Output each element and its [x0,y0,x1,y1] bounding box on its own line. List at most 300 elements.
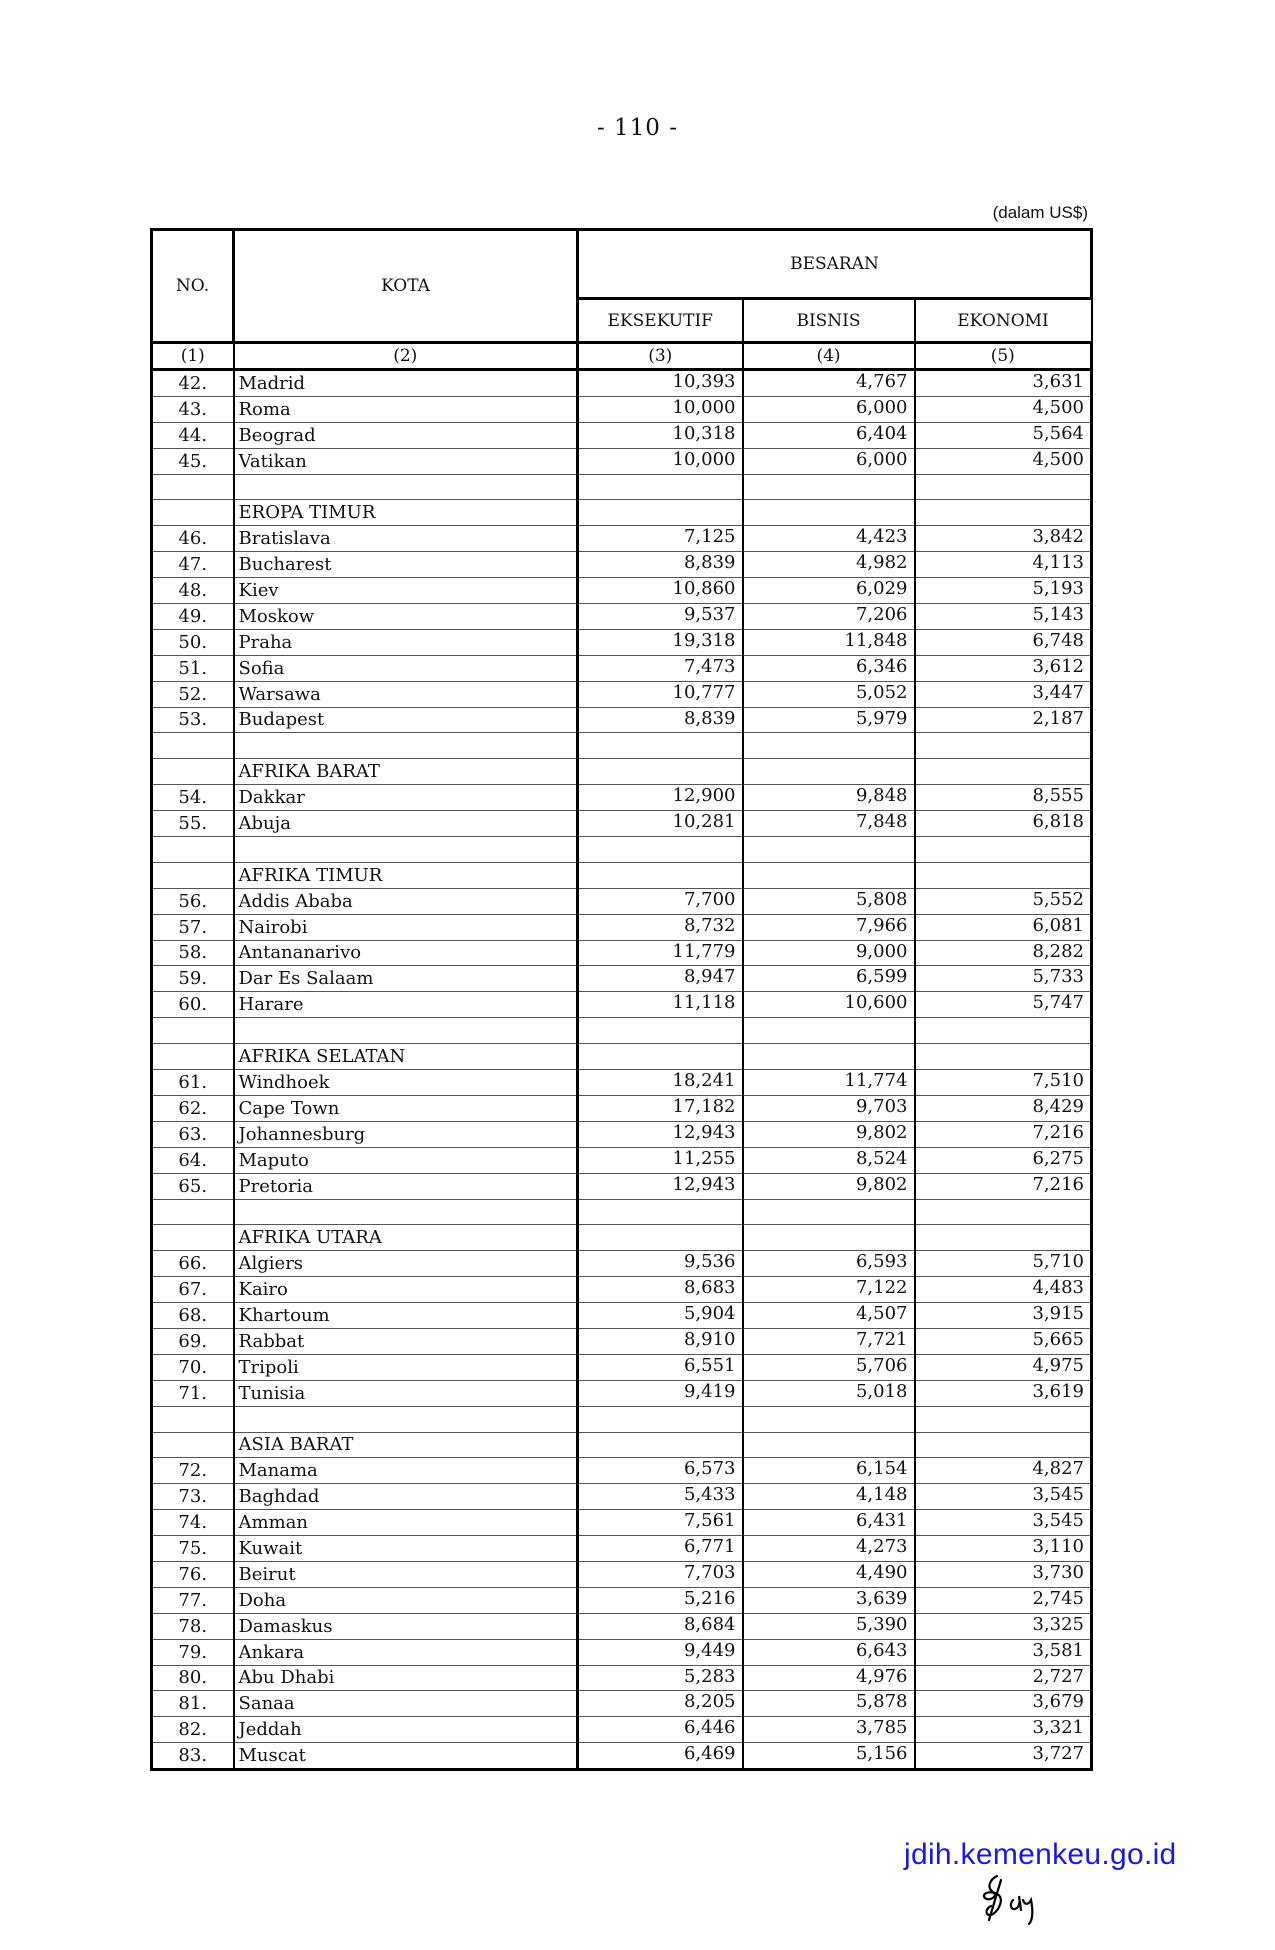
eksekutif-value: 17,182 [578,1095,743,1121]
city-name: Abu Dhabi [234,1665,578,1691]
city-name: Muscat [234,1743,578,1770]
ekonomi-value [915,1432,1092,1458]
row-number: 63. [152,1121,234,1147]
table-row [152,1561,1092,1587]
table-row [152,448,1092,474]
blank-row [152,733,1092,759]
row-number: 60. [152,992,234,1018]
column-number-1: (1) [152,343,234,370]
eksekutif-value [578,837,743,863]
ekonomi-value [915,1044,1092,1070]
eksekutif-value: 8,684 [578,1613,743,1639]
eksekutif-value: 9,419 [578,1380,743,1406]
table-row [152,1095,1092,1121]
ekonomi-value [915,1406,1092,1432]
row-number: 65. [152,1173,234,1199]
table-row [152,992,1092,1018]
ekonomi-value: 6,748 [915,629,1092,655]
city-name: Ankara [234,1639,578,1665]
city-name: Tunisia [234,1380,578,1406]
table-row [152,422,1092,448]
ekonomi-value: 3,631 [915,370,1092,397]
row-number: 59. [152,966,234,992]
eksekutif-value: 10,000 [578,396,743,422]
region-header-row [152,1044,1092,1070]
region-name: AFRIKA BARAT [234,759,578,785]
eksekutif-value: 12,943 [578,1121,743,1147]
bisnis-value: 4,423 [743,526,915,552]
ekonomi-value: 4,113 [915,552,1092,578]
table-row [152,1743,1092,1770]
eksekutif-value: 12,943 [578,1173,743,1199]
row-number [152,1199,234,1225]
eksekutif-value: 5,433 [578,1484,743,1510]
ekonomi-value: 7,510 [915,1070,1092,1096]
ekonomi-value: 3,545 [915,1510,1092,1536]
header-kota: KOTA [234,230,578,343]
row-number [152,1018,234,1044]
bisnis-value: 6,643 [743,1639,915,1665]
ekonomi-value: 3,545 [915,1484,1092,1510]
bisnis-value: 5,390 [743,1613,915,1639]
bisnis-value: 6,000 [743,448,915,474]
table-row [152,1328,1092,1354]
blank-row [152,1018,1092,1044]
city-name: Roma [234,396,578,422]
bisnis-value: 5,808 [743,888,915,914]
eksekutif-value: 6,771 [578,1536,743,1562]
row-number: 74. [152,1510,234,1536]
ekonomi-value: 5,143 [915,604,1092,630]
eksekutif-value: 7,561 [578,1510,743,1536]
row-number: 47. [152,552,234,578]
city-name: Harare [234,992,578,1018]
bisnis-value: 6,404 [743,422,915,448]
column-number-2: (2) [234,343,578,370]
city-name: Amman [234,1510,578,1536]
eksekutif-value: 9,536 [578,1251,743,1277]
ekonomi-value: 5,193 [915,578,1092,604]
row-number: 64. [152,1147,234,1173]
row-number: 51. [152,655,234,681]
city-name: Damaskus [234,1613,578,1639]
row-number [152,474,234,500]
row-number: 68. [152,1303,234,1329]
bisnis-value: 9,802 [743,1173,915,1199]
eksekutif-value: 19,318 [578,629,743,655]
row-number [152,1044,234,1070]
row-number: 44. [152,422,234,448]
bisnis-value [743,1044,915,1070]
bisnis-value: 4,148 [743,1484,915,1510]
city-name: Dakkar [234,785,578,811]
ekonomi-value: 3,842 [915,526,1092,552]
eksekutif-value: 10,318 [578,422,743,448]
eksekutif-value: 5,216 [578,1587,743,1613]
ekonomi-value [915,1199,1092,1225]
city-name: Jeddah [234,1717,578,1743]
city-name: Tripoli [234,1354,578,1380]
bisnis-value: 5,156 [743,1743,915,1770]
row-number [152,1225,234,1251]
region-header-row [152,500,1092,526]
bisnis-value: 7,848 [743,811,915,837]
bisnis-value: 6,431 [743,1510,915,1536]
ekonomi-value: 7,216 [915,1121,1092,1147]
ekonomi-value: 3,612 [915,655,1092,681]
table-row [152,1691,1092,1717]
city-name: Addis Ababa [234,888,578,914]
column-number-4: (4) [743,343,915,370]
ekonomi-value: 5,552 [915,888,1092,914]
eksekutif-value: 5,904 [578,1303,743,1329]
bisnis-value: 9,802 [743,1121,915,1147]
eksekutif-value: 10,860 [578,578,743,604]
table-row [152,888,1092,914]
table-row [152,681,1092,707]
bisnis-value [743,1199,915,1225]
eksekutif-value [578,733,743,759]
ekonomi-value [915,759,1092,785]
eksekutif-value: 9,537 [578,604,743,630]
table-row [152,1173,1092,1199]
header-ekonomi: EKONOMI [915,299,1092,343]
row-number: 79. [152,1639,234,1665]
ekonomi-value [915,1225,1092,1251]
table-row [152,1717,1092,1743]
eksekutif-value: 8,910 [578,1328,743,1354]
eksekutif-value: 11,779 [578,940,743,966]
bisnis-value: 11,774 [743,1070,915,1096]
table-row [152,1380,1092,1406]
bisnis-value: 7,122 [743,1277,915,1303]
eksekutif-value: 7,700 [578,888,743,914]
column-number-3: (3) [578,343,743,370]
table-row [152,785,1092,811]
bisnis-value: 3,639 [743,1587,915,1613]
ekonomi-value: 6,275 [915,1147,1092,1173]
city-name: Praha [234,629,578,655]
blank-row [152,474,1092,500]
bisnis-value [743,1432,915,1458]
table-row [152,914,1092,940]
city-name [234,733,578,759]
bisnis-value: 4,273 [743,1536,915,1562]
row-number: 80. [152,1665,234,1691]
city-name: Antananarivo [234,940,578,966]
row-number: 45. [152,448,234,474]
currency-unit-note: (dalam US$) [992,203,1088,222]
bisnis-value: 6,154 [743,1458,915,1484]
eksekutif-value: 10,393 [578,370,743,397]
page-number: - 110 - [596,115,679,141]
row-number [152,862,234,888]
ekonomi-value: 8,429 [915,1095,1092,1121]
city-name: Abuja [234,811,578,837]
ekonomi-value: 6,081 [915,914,1092,940]
table-row [152,1484,1092,1510]
row-number [152,733,234,759]
table-row [152,1665,1092,1691]
bisnis-value: 6,000 [743,396,915,422]
city-name: Cape Town [234,1095,578,1121]
table-row [152,1070,1092,1096]
blank-row [152,1406,1092,1432]
row-number: 56. [152,888,234,914]
table-row [152,1510,1092,1536]
ekonomi-value: 3,915 [915,1303,1092,1329]
ekonomi-value: 8,282 [915,940,1092,966]
eksekutif-value: 18,241 [578,1070,743,1096]
bisnis-value [743,474,915,500]
eksekutif-value: 8,205 [578,1691,743,1717]
bisnis-value: 11,848 [743,629,915,655]
city-name: Madrid [234,370,578,397]
bisnis-value: 4,982 [743,552,915,578]
bisnis-value: 6,029 [743,578,915,604]
eksekutif-value: 8,839 [578,707,743,733]
city-name: Sofia [234,655,578,681]
bisnis-value: 6,593 [743,1251,915,1277]
ekonomi-value: 3,730 [915,1561,1092,1587]
bisnis-value: 4,976 [743,1665,915,1691]
table-row [152,526,1092,552]
table-row [152,1639,1092,1665]
rates-table [150,228,1093,1771]
bisnis-value: 3,785 [743,1717,915,1743]
table-row [152,655,1092,681]
bisnis-value [743,500,915,526]
bisnis-value: 6,599 [743,966,915,992]
eksekutif-value: 12,900 [578,785,743,811]
city-name: Warsawa [234,681,578,707]
row-number: 77. [152,1587,234,1613]
ekonomi-value: 7,216 [915,1173,1092,1199]
ekonomi-value [915,500,1092,526]
eksekutif-value: 7,125 [578,526,743,552]
region-header-row [152,862,1092,888]
ekonomi-value: 3,679 [915,1691,1092,1717]
row-number: 71. [152,1380,234,1406]
row-number [152,759,234,785]
row-number: 76. [152,1561,234,1587]
city-name: Bucharest [234,552,578,578]
table-row [152,1613,1092,1639]
bisnis-value: 8,524 [743,1147,915,1173]
bisnis-value: 4,767 [743,370,915,397]
table-row [152,629,1092,655]
ekonomi-value: 8,555 [915,785,1092,811]
city-name: Beirut [234,1561,578,1587]
row-number: 82. [152,1717,234,1743]
row-number: 42. [152,370,234,397]
row-number: 62. [152,1095,234,1121]
city-name: Bratislava [234,526,578,552]
city-name: Vatikan [234,448,578,474]
bisnis-value: 10,600 [743,992,915,1018]
city-name: Kairo [234,1277,578,1303]
ekonomi-value [915,733,1092,759]
row-number: 53. [152,707,234,733]
city-name: Dar Es Salaam [234,966,578,992]
eksekutif-value [578,1432,743,1458]
row-number [152,500,234,526]
city-name: Maputo [234,1147,578,1173]
row-number: 55. [152,811,234,837]
bisnis-value [743,1225,915,1251]
city-name: Khartoum [234,1303,578,1329]
signature-icon [975,1870,1045,1930]
row-number: 66. [152,1251,234,1277]
row-number: 43. [152,396,234,422]
table-body [152,370,1092,1770]
eksekutif-value: 10,000 [578,448,743,474]
eksekutif-value: 6,573 [578,1458,743,1484]
city-name [234,1199,578,1225]
eksekutif-value: 8,683 [578,1277,743,1303]
ekonomi-value: 4,827 [915,1458,1092,1484]
ekonomi-value: 3,727 [915,1743,1092,1770]
eksekutif-value: 8,732 [578,914,743,940]
ekonomi-value [915,474,1092,500]
row-number: 50. [152,629,234,655]
eksekutif-value: 8,947 [578,966,743,992]
city-name: Doha [234,1587,578,1613]
ekonomi-value: 2,187 [915,707,1092,733]
ekonomi-value: 4,975 [915,1354,1092,1380]
bisnis-value: 6,346 [743,655,915,681]
ekonomi-value [915,862,1092,888]
ekonomi-value: 4,483 [915,1277,1092,1303]
eksekutif-value: 9,449 [578,1639,743,1665]
bisnis-value: 7,206 [743,604,915,630]
bisnis-value: 9,703 [743,1095,915,1121]
blank-row [152,837,1092,863]
table-row [152,1536,1092,1562]
table-row [152,1121,1092,1147]
table-row [152,604,1092,630]
ekonomi-value: 5,733 [915,966,1092,992]
city-name: Rabbat [234,1328,578,1354]
city-name: Pretoria [234,1173,578,1199]
row-number: 67. [152,1277,234,1303]
bisnis-value: 4,507 [743,1303,915,1329]
city-name: Manama [234,1458,578,1484]
table-row [152,1147,1092,1173]
eksekutif-value: 6,446 [578,1717,743,1743]
header-no: NO. [152,230,234,343]
city-name [234,1406,578,1432]
ekonomi-value: 3,447 [915,681,1092,707]
eksekutif-value: 5,283 [578,1665,743,1691]
table-row [152,578,1092,604]
bisnis-value [743,1018,915,1044]
city-name [234,837,578,863]
bisnis-value: 5,052 [743,681,915,707]
row-number: 52. [152,681,234,707]
row-number: 83. [152,1743,234,1770]
ekonomi-value: 5,564 [915,422,1092,448]
table-row [152,1587,1092,1613]
eksekutif-value [578,862,743,888]
bisnis-value [743,837,915,863]
bisnis-value: 5,979 [743,707,915,733]
region-header-row [152,1432,1092,1458]
eksekutif-value [578,1044,743,1070]
eksekutif-value [578,474,743,500]
region-header-row [152,1225,1092,1251]
city-name: Baghdad [234,1484,578,1510]
row-number: 81. [152,1691,234,1717]
table-row [152,940,1092,966]
eksekutif-value [578,1199,743,1225]
city-name [234,474,578,500]
eksekutif-value [578,1225,743,1251]
ekonomi-value: 2,727 [915,1665,1092,1691]
city-name: Kuwait [234,1536,578,1562]
city-name: Kiev [234,578,578,604]
header-besaran: BESARAN [578,230,1092,299]
table-row [152,1251,1092,1277]
row-number: 69. [152,1328,234,1354]
bisnis-value: 5,878 [743,1691,915,1717]
region-name: ASIA BARAT [234,1432,578,1458]
table-row [152,811,1092,837]
table-row [152,1277,1092,1303]
bisnis-value: 5,018 [743,1380,915,1406]
row-number: 58. [152,940,234,966]
table-row [152,552,1092,578]
table-row [152,1354,1092,1380]
eksekutif-value [578,500,743,526]
table-row [152,966,1092,992]
ekonomi-value [915,837,1092,863]
bisnis-value: 9,848 [743,785,915,811]
ekonomi-value: 3,325 [915,1613,1092,1639]
city-name [234,1018,578,1044]
eksekutif-value: 6,469 [578,1743,743,1770]
row-number: 73. [152,1484,234,1510]
bisnis-value: 7,966 [743,914,915,940]
region-name: EROPA TIMUR [234,500,578,526]
ekonomi-value: 3,619 [915,1380,1092,1406]
row-number: 48. [152,578,234,604]
city-name: Algiers [234,1251,578,1277]
row-number [152,1406,234,1432]
row-number: 57. [152,914,234,940]
ekonomi-value: 5,747 [915,992,1092,1018]
row-number: 49. [152,604,234,630]
bisnis-value [743,862,915,888]
region-name: AFRIKA TIMUR [234,862,578,888]
ekonomi-value: 3,110 [915,1536,1092,1562]
ekonomi-value: 4,500 [915,396,1092,422]
eksekutif-value: 11,255 [578,1147,743,1173]
eksekutif-value: 11,118 [578,992,743,1018]
city-name: Johannesburg [234,1121,578,1147]
bisnis-value: 4,490 [743,1561,915,1587]
table-row [152,707,1092,733]
row-number [152,1432,234,1458]
row-number: 75. [152,1536,234,1562]
table-header [152,230,1092,370]
city-name: Moskow [234,604,578,630]
header-eksekutif: EKSEKUTIF [578,299,743,343]
ekonomi-value: 3,321 [915,1717,1092,1743]
bisnis-value [743,733,915,759]
ekonomi-value: 6,818 [915,811,1092,837]
city-name: Sanaa [234,1691,578,1717]
